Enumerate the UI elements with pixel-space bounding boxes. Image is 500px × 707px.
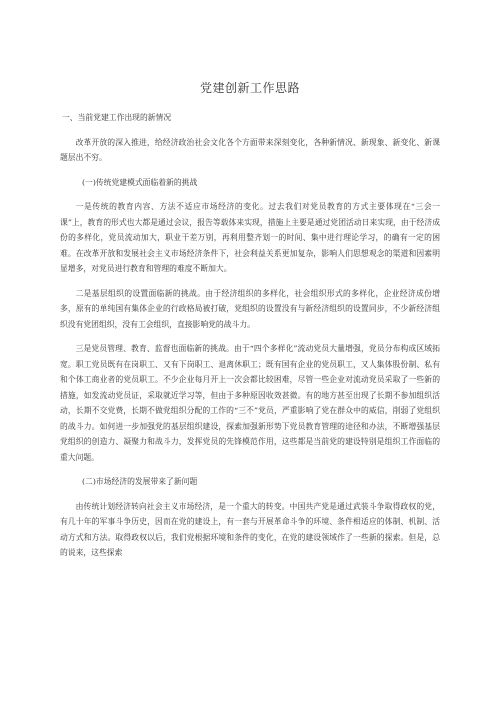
section-heading: 一、当前党建工作出现的新情况: [62, 113, 172, 122]
document-body: [60, 110, 440, 561]
paragraph: 三是党员管理、教育、监督也面临新的挑战。由于“四个多样化”流动党员大量增强，党员分布构成区域拓宽。职工党员既有在岗职工、又有下岗职工、退离休职工；既有国有企业的党员职工，又人集体股份制、私有和个体工商业者的党员职工。不少企业每月开上一次会都比较困难，尽管一些企业对流动党员采取了一些新的措施，如发流动党员证，采取就近学习等，但由于多种原因收效甚微。有的地方甚至出现了长期不参加组织活动，长期不交党费，长期不做党组织分配的工作的“三不”党员，严重影响了党在群众中的威信，削弱了党组织的战斗力。如何进一步加强党的基层组织建设，探索加强新形势下党员教育管理的途径和办法，不断增强基层党组织的创造力、凝聚力和战斗力，发挥党员的先锋模范作用，这些都是当前党的建设特别是组织工作面临的重大问题。: [60, 344, 440, 462]
paragraph: 由传统计划经济转向社会主义市场经济，是一个重大的转变。中国共产党是通过武装斗争取得政权的党，有几十年的军事斗争历史，因而在党的建设上，有一套与开展革命斗争的环境、条件相适应的体制、机制、活动方式和方法。取得政权以后，我们党根据环境和条件的变化，在党的建设领域作了一些新的探索。但是，总的说来，这些探索: [60, 501, 440, 557]
intro-paragraph: 改革开放的深入推进，给经济政治社会文化各个方面带来深刻变化，各种新情况、新现象、新变化、新课题层出不穷。: [60, 137, 440, 162]
subsection-heading: (二)市场经济的发展带来了新问题: [82, 477, 198, 486]
paragraph: 二是基层组织的设置面临新的挑战。由于经济组织的多样化，社会组织形式的多样化，企业经济成份增多，原有的单纯国有集体企业的行政格局被打破，党组织的设置没有与新经济组织的设置同步，不少新经济组织没有党团组织，没有工会组织，直接影响党的战斗力。: [60, 288, 440, 329]
document-title: 党建创新工作思路: [199, 81, 300, 95]
paragraph: 一是传统的教育内容、方法不适应市场经济的变化。过去我们对党员教育的方式主要体现在“三会一课”上，教育的形式也大都是通过会议，报告等载体来实现，措施上主要是通过党团活动日来实现，由于经济成份的多样化，党员流动加大，职业干差万别，再利用整齐划一的时间、集中进行理论学习，的确有一定的困难。在改革开放和发展社会主义市场经济条件下，社会利益关系更加复杂，影响人们思想观念的渠道和因素明显增多，对党员进行教育和管理的难度不断加大。: [60, 202, 440, 273]
subsection-heading: (一)传统党建模式面临着新的挑战: [82, 177, 198, 187]
page-content: [60, 0, 440, 707]
